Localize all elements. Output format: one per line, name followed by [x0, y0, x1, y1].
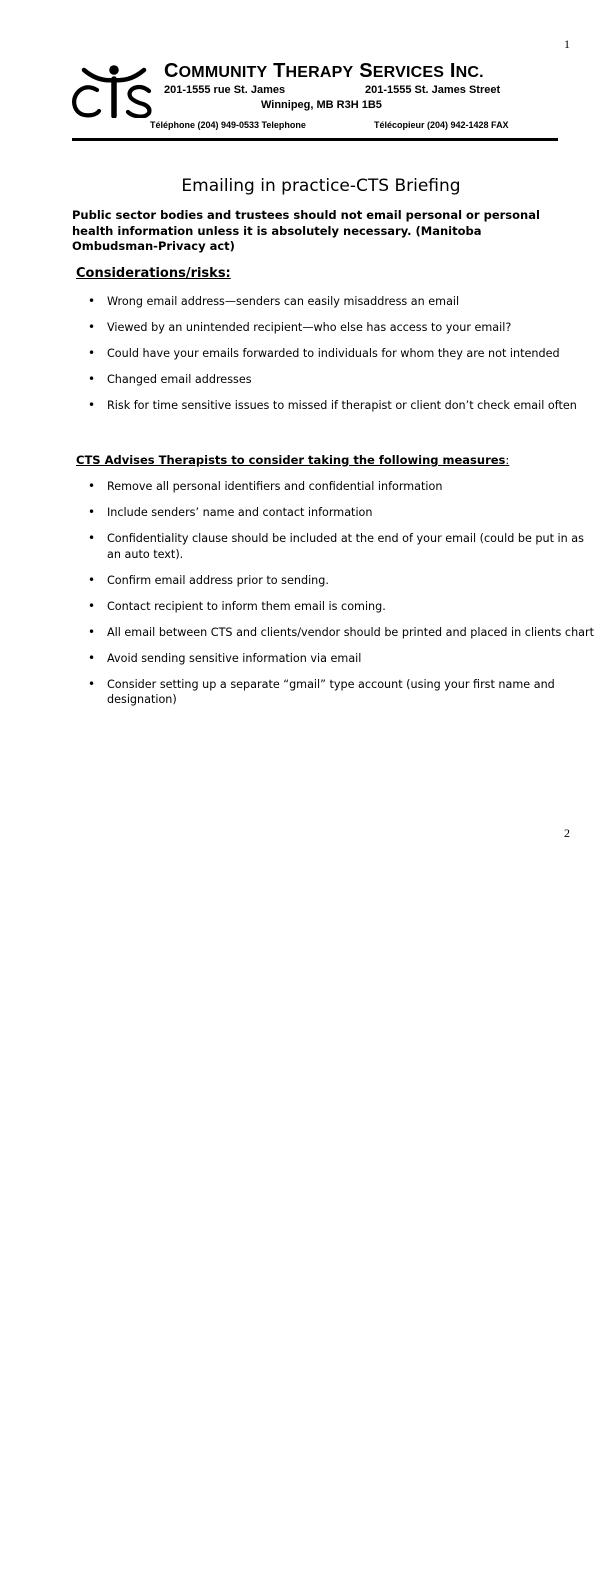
list-item: • Confirm email address prior to sending. [107, 573, 600, 589]
list-item: • Avoid sending sensitive information via email [107, 651, 600, 667]
page-number: 1 [564, 37, 570, 51]
list-item: • Changed email addresses [107, 372, 600, 388]
measures-list [72, 479, 600, 718]
list-item: • Could have your emails forwarded to individuals for whom they are not intended [107, 346, 600, 362]
list-item: • Consider setting up a separate “gmail” type account (using your first name and designation) [107, 677, 600, 708]
section-heading-measures: CTS Advises Therapists to consider taking the following measures: [76, 453, 510, 467]
address-english: 201-1555 St. James Street [365, 84, 501, 96]
letterhead-divider [72, 138, 558, 141]
address-city: Winnipeg, MB R3H 1B5 [261, 99, 382, 111]
document-title: Emailing in practice-CTS Briefing [181, 176, 461, 196]
considerations-list [72, 294, 600, 424]
cts-logo [70, 60, 158, 118]
address-french: 201-1555 rue St. James [164, 84, 286, 96]
telephone: Téléphone (204) 949-0533 Telephone [150, 120, 306, 130]
list-item: • All email between CTS and clients/vendor should be printed and placed in clients chart [107, 625, 600, 641]
list-item: • Remove all personal identifiers and confidential information [107, 479, 600, 495]
intro-paragraph: Public sector bodies and trustees should not email personal or personal health information unless it is absolutely necessary. (Manitoba Ombudsman-Privacy act) [72, 208, 540, 253]
page-number: 2 [564, 826, 570, 840]
list-item: • Confidentiality clause should be included at the end of your email (could be put in as an auto text). [107, 531, 600, 562]
list-item: • Include senders’ name and contact information [107, 505, 600, 521]
list-item: • Wrong email address—senders can easily misaddress an email [107, 294, 600, 310]
company-name: COMMUNITY THERAPY SERVICES INC. [164, 60, 484, 82]
fax: Télécopieur (204) 942-1428 FAX [374, 120, 509, 130]
list-item: • Risk for time sensitive issues to missed if therapist or client don’t check email often [107, 398, 600, 414]
list-item: • Contact recipient to inform them email is coming. [107, 599, 600, 615]
list-item: • Viewed by an unintended recipient—who else has access to your email? [107, 320, 600, 336]
section-heading-considerations: Considerations/risks: [76, 266, 231, 281]
